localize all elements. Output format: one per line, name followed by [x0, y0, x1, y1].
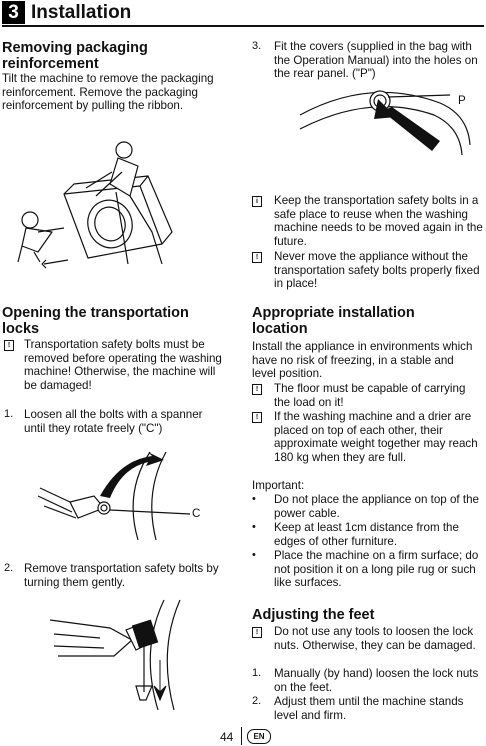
location-text: Install the appliance in environments which have no risk of freezing, in a stable and level position.: [252, 340, 473, 381]
warning-icon: !: [252, 382, 266, 396]
packaging-text: Tilt the machine to remove the packaging reinforcement. Remove the packaging reinforcement by pulling the ribbon.: [2, 72, 214, 113]
heading-installation-location: Appropriate installation location: [252, 305, 415, 337]
heading-removing-packaging: Removing packaging reinforcement: [2, 40, 148, 72]
page-number: 44: [220, 730, 234, 744]
fig-label-p: P: [458, 94, 466, 107]
figure-loosen-bolts: [30, 452, 230, 540]
warning-icon: !: [252, 410, 266, 424]
info-icon: i: [252, 194, 266, 208]
warning-icon: !: [252, 625, 266, 639]
warning-icon: !: [4, 338, 18, 352]
heading-adjusting-feet: Adjusting the feet: [252, 607, 375, 623]
warning-icon: !: [252, 250, 266, 264]
fig-label-c: C: [192, 507, 201, 520]
header-rule: [2, 25, 484, 27]
section-title: Installation: [31, 2, 132, 23]
figure-tilt-machine: [12, 136, 222, 271]
section-number: 3: [2, 1, 25, 24]
important-label: Important:: [252, 479, 305, 492]
figure-remove-bolts: [40, 600, 230, 710]
footer-divider: [241, 727, 242, 745]
language-badge: EN: [247, 729, 271, 744]
heading-transport-locks: Opening the transportation locks: [2, 305, 189, 337]
